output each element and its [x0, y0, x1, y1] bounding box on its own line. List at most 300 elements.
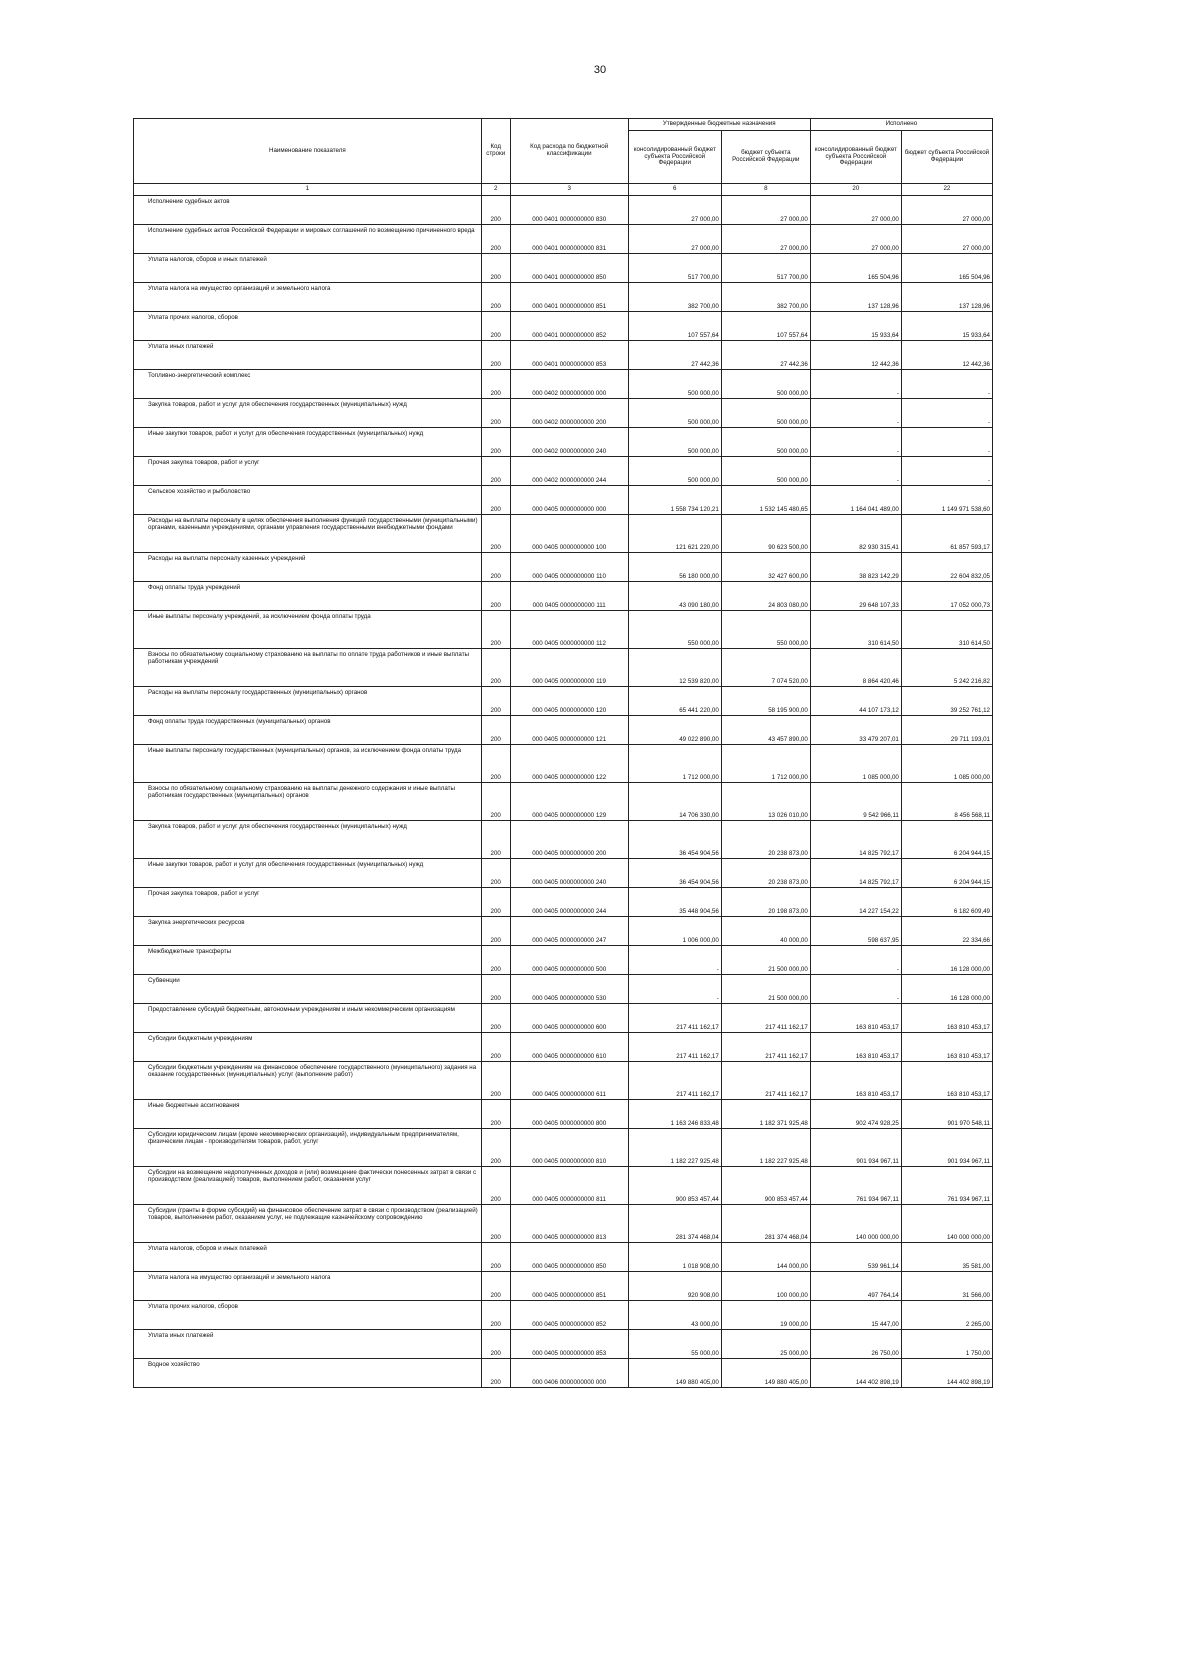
row-executed-subject: -: [901, 399, 992, 428]
row-name: [134, 1359, 482, 1388]
row-name: [134, 821, 482, 859]
row-code: 200: [481, 1004, 510, 1033]
page-number: 30: [593, 64, 607, 76]
row-name: [134, 428, 482, 457]
row-code: 200: [481, 486, 510, 515]
row-name: [134, 486, 482, 515]
row-approved-subject: 58 195 900,00: [721, 687, 810, 716]
table-row: [134, 1100, 993, 1129]
header-group-executed: Исполнено: [810, 119, 992, 131]
row-executed-consolidated: 163 810 453,17: [810, 1033, 901, 1062]
row-executed-subject: 27 000,00: [901, 196, 992, 225]
row-code: 200: [481, 399, 510, 428]
row-approved-subject: 500 000,00: [721, 457, 810, 486]
row-approved-consolidated: 550 000,00: [628, 611, 721, 649]
table-row: [134, 515, 993, 553]
row-executed-subject: 16 128 000,00: [901, 946, 992, 975]
row-name-text: Прочая закупка товаров, работ и услуг: [148, 459, 260, 466]
row-name: [134, 687, 482, 716]
row-code: 200: [481, 687, 510, 716]
row-executed-subject: 163 810 453,17: [901, 1033, 992, 1062]
row-approved-consolidated: 1 163 246 833,48: [628, 1100, 721, 1129]
row-name: [134, 283, 482, 312]
row-executed-consolidated: 15 447,00: [810, 1301, 901, 1330]
table-row: [134, 745, 993, 783]
row-executed-consolidated: -: [810, 399, 901, 428]
row-approved-subject: 21 500 000,00: [721, 975, 810, 1004]
row-approved-consolidated: 55 000,00: [628, 1330, 721, 1359]
row-code: 200: [481, 553, 510, 582]
row-name: [134, 254, 482, 283]
row-code: 200: [481, 457, 510, 486]
row-approved-consolidated: 27 000,00: [628, 196, 721, 225]
row-name: [134, 716, 482, 745]
row-budget-code: 000 0405 0000000000 610: [510, 1033, 628, 1062]
row-executed-consolidated: -: [810, 457, 901, 486]
row-name-text: Уплата налогов, сборов и иных платежей: [148, 1245, 267, 1252]
row-executed-consolidated: 9 542 966,11: [810, 783, 901, 821]
table-row: [134, 821, 993, 859]
table-row: [134, 428, 993, 457]
row-executed-subject: 1 750,00: [901, 1330, 992, 1359]
table-row: [134, 1359, 993, 1388]
row-approved-subject: 149 880 405,00: [721, 1359, 810, 1388]
table-row: [134, 582, 993, 611]
column-number: 3: [510, 184, 628, 196]
row-executed-subject: 39 252 761,12: [901, 687, 992, 716]
row-budget-code: 000 0405 0000000000 530: [510, 975, 628, 1004]
row-approved-consolidated: 149 880 405,00: [628, 1359, 721, 1388]
row-budget-code: 000 0401 0000000000 850: [510, 254, 628, 283]
table-row: [134, 486, 993, 515]
row-budget-code: 000 0401 0000000000 853: [510, 341, 628, 370]
row-budget-code: 000 0405 0000000000 200: [510, 821, 628, 859]
row-executed-subject: 8 456 568,11: [901, 783, 992, 821]
row-executed-subject: 310 614,50: [901, 611, 992, 649]
row-executed-consolidated: 12 442,36: [810, 341, 901, 370]
row-name: [134, 888, 482, 917]
row-executed-subject: 15 933,64: [901, 312, 992, 341]
table-row: [134, 399, 993, 428]
row-executed-consolidated: 901 934 967,11: [810, 1129, 901, 1167]
row-name-text: Иные выплаты персоналу учреждений, за исключением фонда оплаты труда: [148, 613, 371, 620]
table-row: [134, 457, 993, 486]
row-approved-subject: 217 411 162,17: [721, 1062, 810, 1100]
row-approved-subject: 7 074 520,00: [721, 649, 810, 687]
row-name-text: Уплата налогов, сборов и иных платежей: [148, 256, 267, 263]
row-name-text: Топливно-энергетический комплекс: [148, 372, 251, 379]
row-executed-consolidated: 137 128,96: [810, 283, 901, 312]
row-approved-consolidated: 107 557,64: [628, 312, 721, 341]
row-name-text: Уплата иных платежей: [148, 343, 214, 350]
header-subject-executed: бюджет субъекта Российской Федерации: [901, 131, 992, 184]
row-approved-subject: 13 026 010,00: [721, 783, 810, 821]
row-approved-subject: 500 000,00: [721, 399, 810, 428]
row-budget-code: 000 0405 0000000000 119: [510, 649, 628, 687]
row-budget-code: 000 0402 0000000000 240: [510, 428, 628, 457]
row-code: 200: [481, 283, 510, 312]
row-executed-consolidated: 140 000 000,00: [810, 1205, 901, 1243]
row-executed-subject: 901 934 967,11: [901, 1129, 992, 1167]
row-budget-code: 000 0402 0000000000 244: [510, 457, 628, 486]
row-executed-consolidated: -: [810, 428, 901, 457]
row-name-text: Субсидии на возмещение недополученных доходов и (или) возмещение фактически понесенных затрат в связи с производством (реализацией) товаров, выполнением работ, оказанием услуг: [148, 1169, 477, 1183]
row-budget-code: 000 0405 0000000000 800: [510, 1100, 628, 1129]
row-code: 200: [481, 859, 510, 888]
row-executed-subject: -: [901, 370, 992, 399]
row-budget-code: 000 0402 0000000000 200: [510, 399, 628, 428]
row-executed-consolidated: 761 934 967,11: [810, 1167, 901, 1205]
row-executed-consolidated: -: [810, 975, 901, 1004]
row-budget-code: 000 0405 0000000000 247: [510, 917, 628, 946]
row-code: 200: [481, 428, 510, 457]
row-name: [134, 582, 482, 611]
row-approved-subject: 27 000,00: [721, 225, 810, 254]
row-name-text: Фонд оплаты труда учреждений: [148, 584, 241, 591]
table-row: [134, 196, 993, 225]
row-name-text: Субсидии (гранты в форме субсидий) на финансовое обеспечение затрат в связи с производством (реализацией) товаров, выполнением работ, оказанием услуг, не подлежащие казначейскому сопровождению: [148, 1207, 478, 1221]
header-group-approved: Утвержденные бюджетные назначения: [628, 119, 810, 131]
row-executed-subject: 144 402 898,19: [901, 1359, 992, 1388]
row-name: [134, 917, 482, 946]
row-approved-subject: 517 700,00: [721, 254, 810, 283]
row-name: [134, 196, 482, 225]
row-name-text: Исполнение судебных актов: [148, 198, 230, 205]
row-approved-consolidated: 49 022 890,00: [628, 716, 721, 745]
row-executed-subject: 6 182 609,49: [901, 888, 992, 917]
row-code: 200: [481, 254, 510, 283]
row-code: 200: [481, 1062, 510, 1100]
header-consolidated-executed: консолидированный бюджет субъекта Российской Федерации: [810, 131, 901, 184]
row-name: [134, 611, 482, 649]
header-name: Наименование показателя: [134, 119, 482, 184]
row-code: 200: [481, 745, 510, 783]
row-approved-consolidated: 35 448 904,56: [628, 888, 721, 917]
row-executed-consolidated: 163 810 453,17: [810, 1004, 901, 1033]
row-approved-consolidated: 500 000,00: [628, 399, 721, 428]
row-approved-consolidated: 217 411 162,17: [628, 1004, 721, 1033]
table-row: [134, 946, 993, 975]
row-budget-code: 000 0405 0000000000 810: [510, 1129, 628, 1167]
row-approved-subject: 900 853 457,44: [721, 1167, 810, 1205]
row-name-text: Субсидии бюджетным учреждениям на финансовое обеспечение государственного (муниципального) задания на оказание государственных (муниципальных) услуг (выполнение работ): [148, 1064, 477, 1078]
row-executed-subject: 2 265,00: [901, 1301, 992, 1330]
row-name-text: Уплата прочих налогов, сборов: [148, 314, 238, 321]
row-executed-subject: 6 204 944,15: [901, 821, 992, 859]
row-code: 200: [481, 1167, 510, 1205]
column-number: 8: [721, 184, 810, 196]
table-row: [134, 225, 993, 254]
row-name: [134, 1129, 482, 1167]
row-executed-subject: 22 604 832,05: [901, 553, 992, 582]
row-executed-consolidated: 1 085 000,00: [810, 745, 901, 783]
row-approved-subject: 500 000,00: [721, 428, 810, 457]
row-budget-code: 000 0401 0000000000 851: [510, 283, 628, 312]
header-consolidated: консолидированный бюджет субъекта Российской Федерации: [628, 131, 721, 184]
row-approved-subject: 500 000,00: [721, 370, 810, 399]
row-executed-consolidated: 497 764,14: [810, 1272, 901, 1301]
row-budget-code: 000 0405 0000000000 122: [510, 745, 628, 783]
table-row: [134, 254, 993, 283]
row-executed-consolidated: 15 933,64: [810, 312, 901, 341]
row-approved-subject: 40 000,00: [721, 917, 810, 946]
row-approved-consolidated: 1 712 000,00: [628, 745, 721, 783]
row-approved-subject: 107 557,64: [721, 312, 810, 341]
row-budget-code: 000 0402 0000000000 000: [510, 370, 628, 399]
row-budget-code: 000 0405 0000000000 240: [510, 859, 628, 888]
row-executed-consolidated: 598 637,95: [810, 917, 901, 946]
row-name-text: Закупка товаров, работ и услуг для обеспечения государственных (муниципальных) нужд: [148, 823, 407, 830]
column-number: 6: [628, 184, 721, 196]
table-row: [134, 1272, 993, 1301]
row-budget-code: 000 0401 0000000000 831: [510, 225, 628, 254]
row-code: 200: [481, 1205, 510, 1243]
table-row: [134, 1330, 993, 1359]
row-name: [134, 1167, 482, 1205]
table-row: [134, 1129, 993, 1167]
row-executed-consolidated: -: [810, 946, 901, 975]
row-approved-subject: 217 411 162,17: [721, 1004, 810, 1033]
row-name: [134, 399, 482, 428]
budget-execution-table: [133, 118, 993, 1388]
row-budget-code: 000 0405 0000000000 850: [510, 1243, 628, 1272]
row-code: 200: [481, 1330, 510, 1359]
row-name: [134, 1033, 482, 1062]
row-name: [134, 515, 482, 553]
row-name-text: Иные выплаты персоналу государственных (муниципальных) органов, за исключением фонда оплаты труда: [148, 747, 462, 754]
row-name-text: Расходы на выплаты персоналу казенных учреждений: [148, 555, 306, 562]
row-approved-subject: 27 000,00: [721, 196, 810, 225]
table-row: [134, 917, 993, 946]
row-code: 200: [481, 917, 510, 946]
row-executed-consolidated: 165 504,96: [810, 254, 901, 283]
row-approved-consolidated: 121 621 220,00: [628, 515, 721, 553]
row-code: 200: [481, 888, 510, 917]
row-approved-subject: 1 712 000,00: [721, 745, 810, 783]
row-approved-subject: 550 000,00: [721, 611, 810, 649]
row-approved-subject: 24 803 080,00: [721, 582, 810, 611]
row-approved-subject: 281 374 468,04: [721, 1205, 810, 1243]
row-code: 200: [481, 1033, 510, 1062]
row-name-text: Уплата налога на имущество организаций и земельного налога: [148, 1274, 331, 1281]
row-name-text: Расходы на выплаты персоналу в целях обеспечения выполнения функций государственными (муниципальными) органами, казенными учреждениями, органами управления государственными внебюджетными фондами: [148, 517, 478, 531]
row-approved-consolidated: 36 454 904,56: [628, 859, 721, 888]
table-body: [134, 196, 993, 1388]
row-executed-subject: 1 149 971 538,60: [901, 486, 992, 515]
row-executed-subject: 761 934 967,11: [901, 1167, 992, 1205]
row-code: 200: [481, 821, 510, 859]
table-row: [134, 370, 993, 399]
row-name: [134, 1301, 482, 1330]
row-executed-subject: 5 242 216,82: [901, 649, 992, 687]
row-approved-consolidated: 920 908,00: [628, 1272, 721, 1301]
row-approved-consolidated: 217 411 162,17: [628, 1033, 721, 1062]
row-approved-consolidated: 14 706 330,00: [628, 783, 721, 821]
table-row: [134, 1062, 993, 1100]
row-approved-consolidated: 217 411 162,17: [628, 1062, 721, 1100]
row-budget-code: 000 0405 0000000000 852: [510, 1301, 628, 1330]
row-executed-consolidated: 163 810 453,17: [810, 1062, 901, 1100]
header-budget-code: Код расхода по бюджетной классификации: [510, 119, 628, 184]
table-row: [134, 1205, 993, 1243]
row-name: [134, 1243, 482, 1272]
table-row: [134, 716, 993, 745]
row-budget-code: 000 0405 0000000000 853: [510, 1330, 628, 1359]
column-number: 22: [901, 184, 992, 196]
row-name: [134, 457, 482, 486]
row-name-text: Водное хозяйство: [148, 1361, 200, 1368]
row-budget-code: 000 0405 0000000000 851: [510, 1272, 628, 1301]
row-code: 200: [481, 783, 510, 821]
row-executed-subject: 163 810 453,17: [901, 1004, 992, 1033]
row-approved-subject: 21 500 000,00: [721, 946, 810, 975]
row-code: 200: [481, 975, 510, 1004]
row-executed-subject: 901 970 548,11: [901, 1100, 992, 1129]
row-approved-subject: 90 623 500,00: [721, 515, 810, 553]
row-name: [134, 975, 482, 1004]
row-code: 200: [481, 1272, 510, 1301]
row-code: 200: [481, 582, 510, 611]
row-executed-consolidated: 14 825 792,17: [810, 859, 901, 888]
row-name-text: Исполнение судебных актов Российской Федерации и мировых соглашений по возмещению причиненного вреда: [148, 227, 475, 234]
row-executed-consolidated: 38 823 142,29: [810, 553, 901, 582]
row-budget-code: 000 0405 0000000000 600: [510, 1004, 628, 1033]
row-budget-code: 000 0405 0000000000 111: [510, 582, 628, 611]
row-executed-subject: 140 000 000,00: [901, 1205, 992, 1243]
row-executed-subject: 163 810 453,17: [901, 1062, 992, 1100]
row-executed-consolidated: 8 864 420,46: [810, 649, 901, 687]
row-name: [134, 1205, 482, 1243]
row-name: [134, 1004, 482, 1033]
row-executed-subject: 35 581,00: [901, 1243, 992, 1272]
row-approved-subject: 20 238 873,00: [721, 859, 810, 888]
row-budget-code: 000 0401 0000000000 852: [510, 312, 628, 341]
row-budget-code: 000 0405 0000000000 244: [510, 888, 628, 917]
row-executed-subject: 16 128 000,00: [901, 975, 992, 1004]
row-code: 200: [481, 716, 510, 745]
row-approved-subject: 43 457 890,00: [721, 716, 810, 745]
row-code: 200: [481, 225, 510, 254]
row-name-text: Сельское хозяйство и рыболовство: [148, 488, 251, 495]
row-name: [134, 553, 482, 582]
row-approved-consolidated: 500 000,00: [628, 370, 721, 399]
row-name-text: Субсидии бюджетным учреждениям: [148, 1035, 253, 1042]
row-executed-consolidated: -: [810, 370, 901, 399]
row-approved-subject: 144 000,00: [721, 1243, 810, 1272]
row-name-text: Субвенции: [148, 977, 180, 984]
table-header: [134, 119, 993, 196]
row-budget-code: 000 0405 0000000000 000: [510, 486, 628, 515]
row-approved-consolidated: 900 853 457,44: [628, 1167, 721, 1205]
row-executed-subject: 6 204 944,15: [901, 859, 992, 888]
row-name-text: Иные закупки товаров, работ и услуг для обеспечения государственных (муниципальных) нужд: [148, 430, 424, 437]
table-row: [134, 649, 993, 687]
row-approved-consolidated: 12 539 820,00: [628, 649, 721, 687]
row-executed-consolidated: 310 614,50: [810, 611, 901, 649]
row-name: [134, 225, 482, 254]
row-executed-subject: 1 085 000,00: [901, 745, 992, 783]
row-approved-subject: 20 238 873,00: [721, 821, 810, 859]
row-name-text: Иные закупки товаров, работ и услуг для обеспечения государственных (муниципальных) нужд: [148, 861, 424, 868]
row-approved-subject: 1 532 145 480,65: [721, 486, 810, 515]
row-budget-code: 000 0405 0000000000 110: [510, 553, 628, 582]
row-code: 200: [481, 1243, 510, 1272]
table-row: [134, 1004, 993, 1033]
row-executed-subject: 12 442,36: [901, 341, 992, 370]
row-name: [134, 341, 482, 370]
column-number: 1: [134, 184, 482, 196]
row-executed-consolidated: 33 479 207,01: [810, 716, 901, 745]
row-executed-consolidated: 27 000,00: [810, 196, 901, 225]
row-executed-subject: -: [901, 428, 992, 457]
row-executed-subject: 17 052 000,73: [901, 582, 992, 611]
row-approved-consolidated: 1 006 000,00: [628, 917, 721, 946]
row-approved-consolidated: -: [628, 946, 721, 975]
row-executed-subject: -: [901, 457, 992, 486]
row-approved-consolidated: 27 442,36: [628, 341, 721, 370]
row-code: 200: [481, 312, 510, 341]
row-approved-subject: 217 411 162,17: [721, 1033, 810, 1062]
column-number: 2: [481, 184, 510, 196]
row-budget-code: 000 0405 0000000000 500: [510, 946, 628, 975]
row-budget-code: 000 0405 0000000000 112: [510, 611, 628, 649]
row-code: 200: [481, 611, 510, 649]
row-budget-code: 000 0405 0000000000 100: [510, 515, 628, 553]
row-executed-consolidated: 27 000,00: [810, 225, 901, 254]
row-budget-code: 000 0405 0000000000 611: [510, 1062, 628, 1100]
row-code: 200: [481, 1359, 510, 1388]
row-approved-consolidated: 1 018 908,00: [628, 1243, 721, 1272]
row-budget-code: 000 0406 0000000000 000: [510, 1359, 628, 1388]
table-row: [134, 611, 993, 649]
row-code: 200: [481, 649, 510, 687]
column-number: 20: [810, 184, 901, 196]
table-row: [134, 1243, 993, 1272]
row-executed-subject: 165 504,96: [901, 254, 992, 283]
row-code: 200: [481, 196, 510, 225]
row-name: [134, 859, 482, 888]
table-row: [134, 1033, 993, 1062]
row-name: [134, 1272, 482, 1301]
row-approved-consolidated: 43 090 180,00: [628, 582, 721, 611]
row-approved-subject: 382 700,00: [721, 283, 810, 312]
row-code: 200: [481, 515, 510, 553]
row-approved-consolidated: 27 000,00: [628, 225, 721, 254]
row-name-text: Межбюджетные трансферты: [148, 948, 232, 955]
table-row: [134, 687, 993, 716]
row-executed-consolidated: 14 227 154,22: [810, 888, 901, 917]
row-budget-code: 000 0405 0000000000 811: [510, 1167, 628, 1205]
row-approved-subject: 32 427 600,00: [721, 553, 810, 582]
row-executed-consolidated: 1 164 041 489,00: [810, 486, 901, 515]
row-code: 200: [481, 341, 510, 370]
table-row: [134, 1301, 993, 1330]
row-budget-code: 000 0401 0000000000 830: [510, 196, 628, 225]
row-name-text: Закупка товаров, работ и услуг для обеспечения государственных (муниципальных) нужд: [148, 401, 407, 408]
table-row: [134, 312, 993, 341]
row-approved-consolidated: -: [628, 975, 721, 1004]
row-approved-subject: 1 182 371 925,48: [721, 1100, 810, 1129]
row-approved-subject: 27 442,36: [721, 341, 810, 370]
header-subject: бюджет субъекта Российской Федерации: [721, 131, 810, 184]
row-name: [134, 1062, 482, 1100]
table-row: [134, 783, 993, 821]
row-executed-consolidated: 144 402 898,19: [810, 1359, 901, 1388]
row-approved-consolidated: 1 558 734 120,21: [628, 486, 721, 515]
row-approved-consolidated: 500 000,00: [628, 457, 721, 486]
row-approved-subject: 19 000,00: [721, 1301, 810, 1330]
row-name: [134, 1100, 482, 1129]
